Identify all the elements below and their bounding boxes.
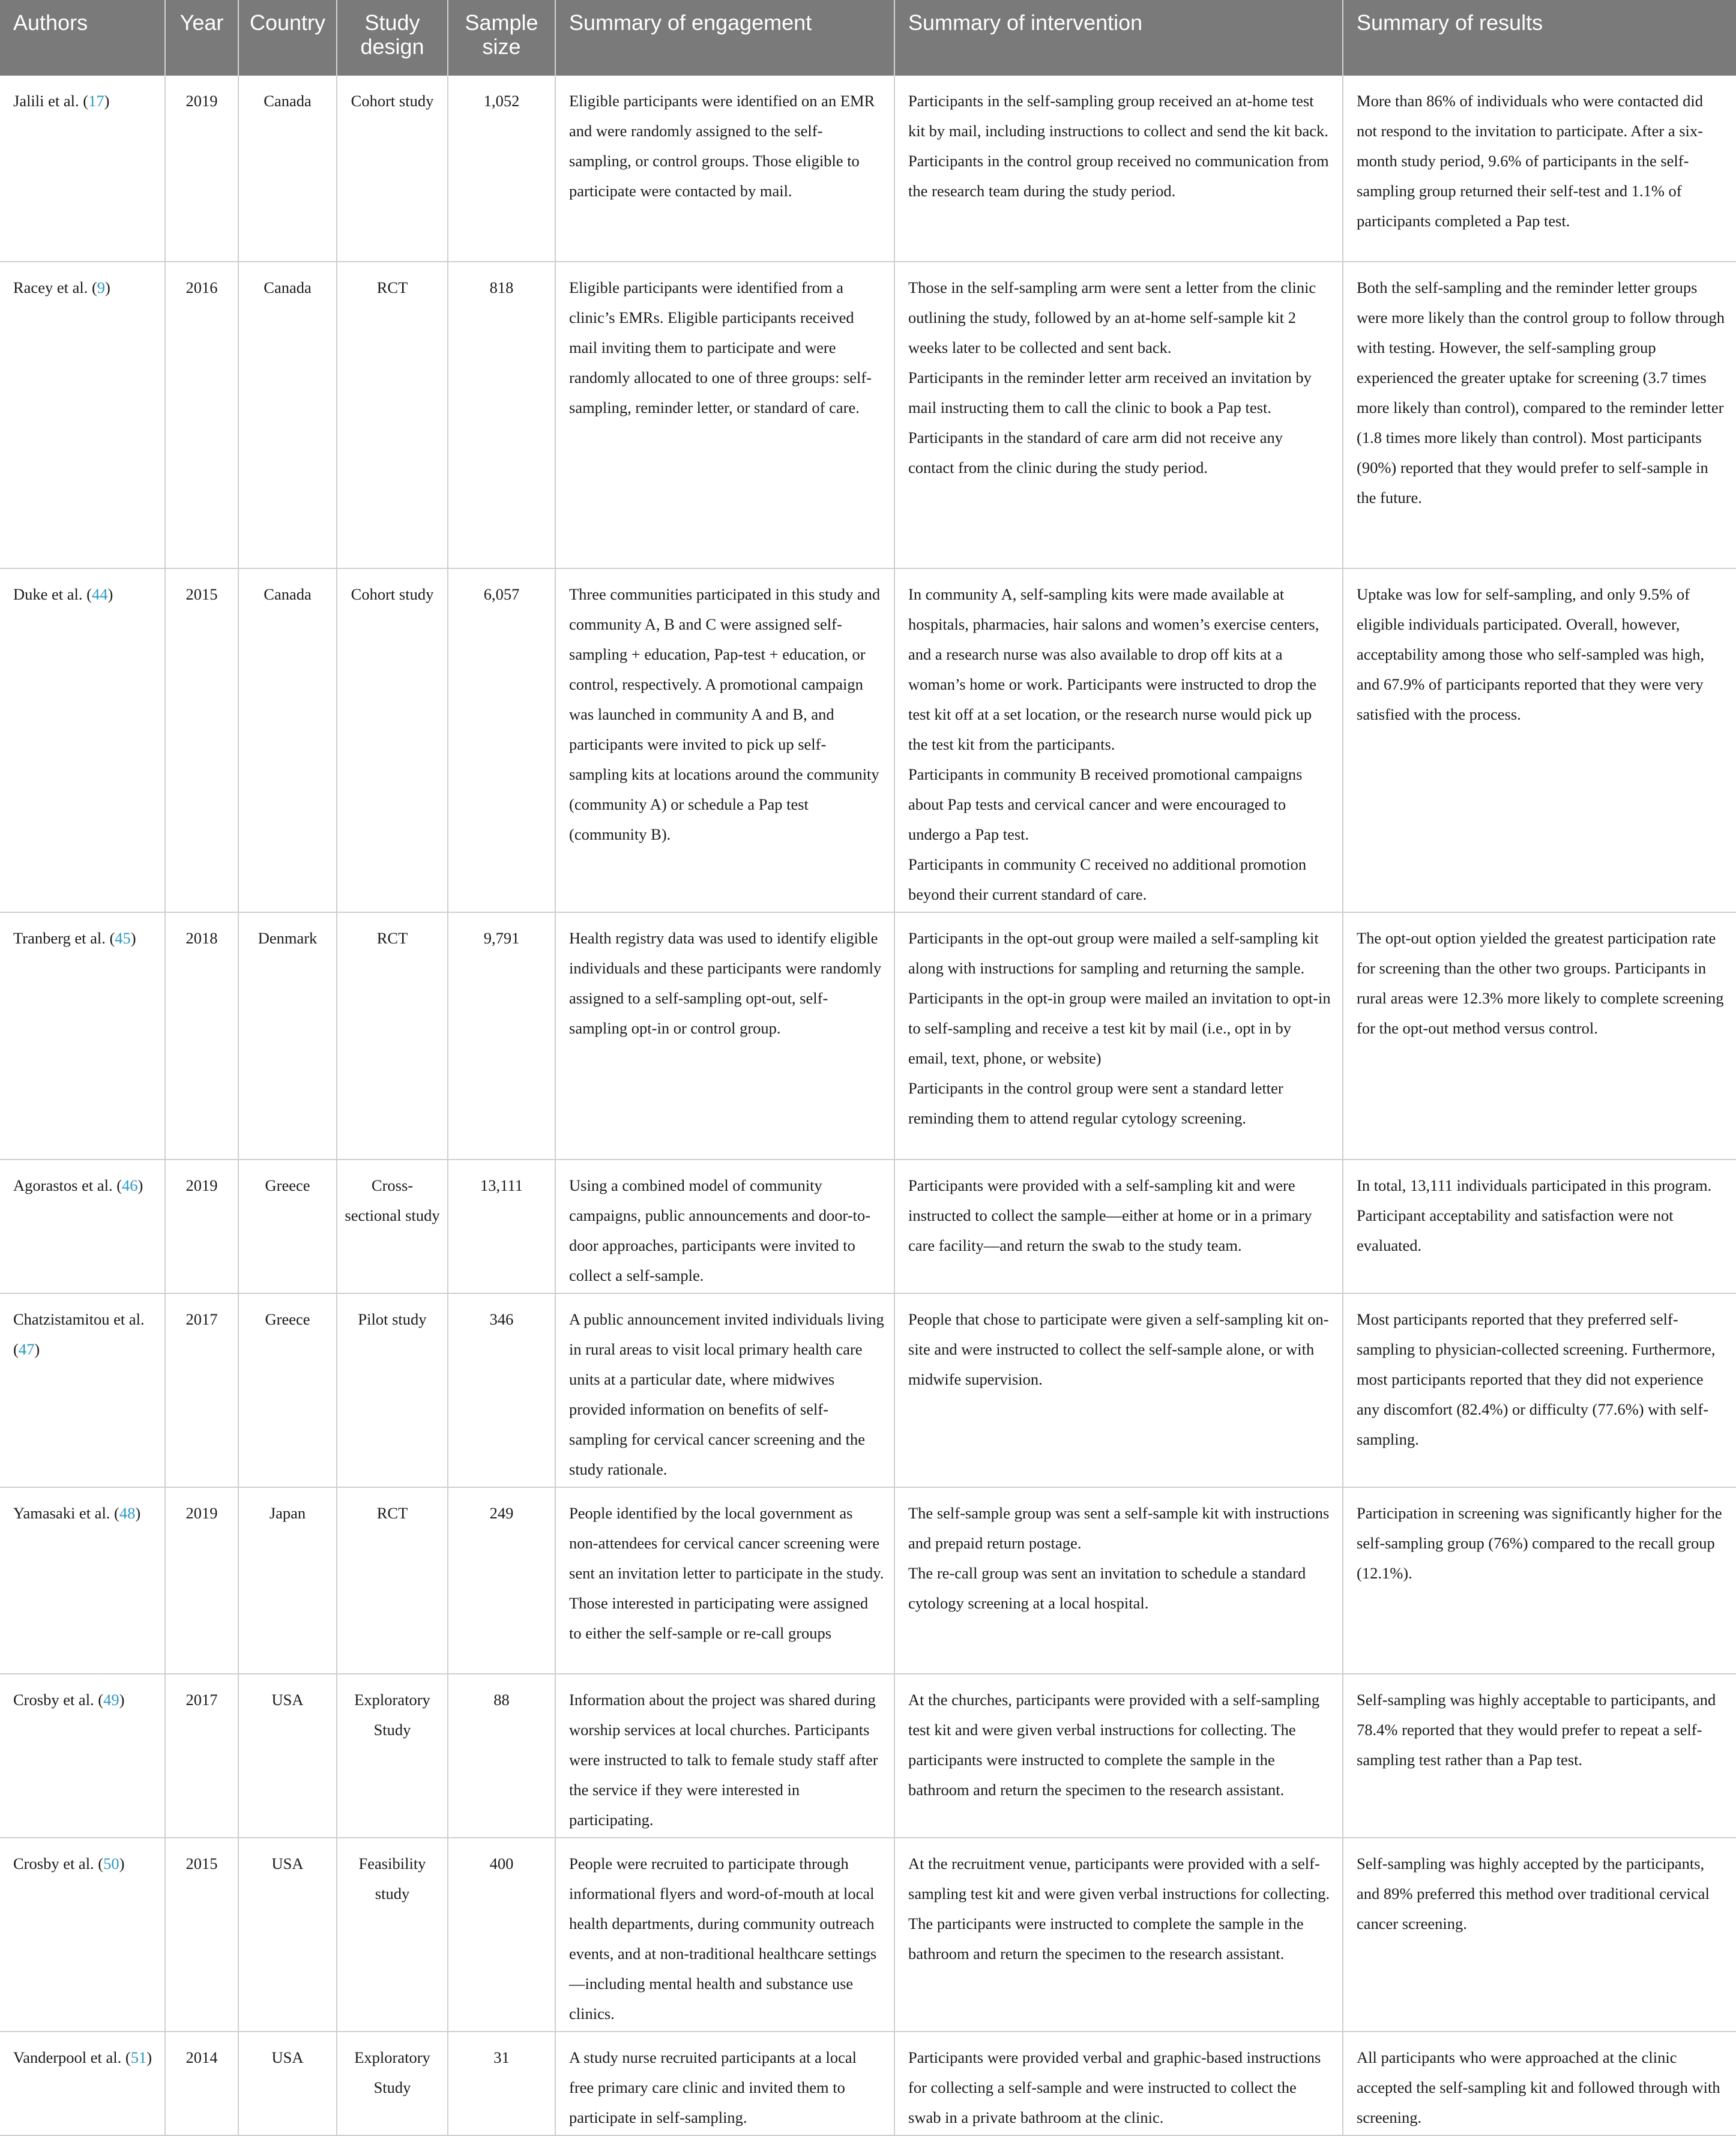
country-cell: Canada bbox=[238, 262, 337, 568]
results-cell: Most participants reported that they preferred self-sampling to physician-collected screening. Furthermore, most participants reported that they did not experience any discomfort (82.4%) or difficulty (77.6%) with self-sampling. bbox=[1343, 1293, 1736, 1487]
table-row bbox=[0, 262, 1736, 568]
design-cell: RCT bbox=[337, 912, 448, 1160]
year-cell: 2015 bbox=[165, 568, 238, 912]
table-row bbox=[0, 1293, 1736, 1487]
year-cell: 2019 bbox=[165, 1160, 238, 1293]
results-cell: Participation in screening was significantly higher for the self-sampling group (76%) compared to the recall group (12.1%). bbox=[1343, 1487, 1736, 1674]
author-cell: Racey et al. (9) bbox=[0, 262, 165, 568]
year-cell: 2014 bbox=[165, 2032, 238, 2135]
sample-cell: 346 bbox=[448, 1293, 555, 1487]
author-cell: Duke et al. (44) bbox=[0, 568, 165, 912]
intervention-cell: At the churches, participants were provided with a self-sampling test kit and were given verbal instructions for collecting. The participants were instructed to complete the sample in the bathroom and return the specimen to the research assistant. bbox=[894, 1674, 1343, 1838]
intervention-cell: At the recruitment venue, participants were provided with a self-sampling test kit and were given verbal instructions for collecting. The participants were instructed to complete the sample in the bathroom and return the specimen to the research assistant. bbox=[894, 1838, 1343, 2032]
author-cell: Crosby et al. (49) bbox=[0, 1674, 165, 1838]
table-row bbox=[0, 568, 1736, 912]
year-cell: 2016 bbox=[165, 262, 238, 568]
table-row bbox=[0, 1487, 1736, 1674]
author-cell: Chatzistamitou et al. (47) bbox=[0, 1293, 165, 1487]
header-sample-size: Sample size bbox=[448, 0, 555, 76]
intervention-cell: In community A, self-sampling kits were made available at hospitals, pharmacies, hair salons and women’s exercise centers, and a research nurse was also available to drop off kits at a woman’s home or work. Participants were instructed to drop the test kit off at a set location, or the research nurse would pick up the test kit from the participants. Participants in community B received promotional campaigns about Pap tests and cervical cancer and were encouraged to undergo a Pap test. Participants in community C received no additional promotion beyond their current standard of care. bbox=[894, 568, 1343, 912]
engagement-cell: People identified by the local government as non-attendees for cervical cancer screening were sent an invitation letter to participate in the study. Those interested in participating were assigned to either the self-sample or re-call groups bbox=[555, 1487, 894, 1674]
engagement-cell: A study nurse recruited participants at a local free primary care clinic and invited them to participate in self-sampling. bbox=[555, 2032, 894, 2135]
intervention-cell: The self-sample group was sent a self-sample kit with instructions and prepaid return postage. The re-call group was sent an invitation to schedule a standard cytology screening at a local hospital. bbox=[894, 1487, 1343, 1674]
intervention-cell: Those in the self-sampling arm were sent a letter from the clinic outlining the study, followed by an at-home self-sample kit 2 weeks later to be collected and sent back. Participants in the reminder letter arm received an invitation by mail instructing them to call the clinic to book a Pap test. Participants in the standard of care arm did not receive any contact from the clinic during the study period. bbox=[894, 262, 1343, 568]
sample-cell: 818 bbox=[448, 262, 555, 568]
author-cell: Tranberg et al. (45) bbox=[0, 912, 165, 1160]
citation-link[interactable]: 48 bbox=[119, 1504, 136, 1522]
citation-link[interactable]: 9 bbox=[97, 278, 106, 296]
design-cell: Pilot study bbox=[337, 1293, 448, 1487]
sample-cell: 13,111 bbox=[448, 1160, 555, 1293]
country-cell: Japan bbox=[238, 1487, 337, 1674]
table-row bbox=[0, 2032, 1736, 2135]
results-cell: Uptake was low for self-sampling, and only 9.5% of eligible individuals participated. Overall, however, acceptability among those who self-sampled was high, and 67.9% of participants reported that they were very satisfied with the process. bbox=[1343, 568, 1736, 912]
header-intervention: Summary of intervention bbox=[894, 0, 1343, 76]
engagement-cell: Three communities participated in this study and community A, B and C were assigned self-sampling + education, Pap-test + education, or control, respectively. A promotional campaign was launched in community A and B, and participants were invited to pick up self-sampling kits at locations around the community (community A) or schedule a Pap test (community B). bbox=[555, 568, 894, 912]
country-cell: USA bbox=[238, 2032, 337, 2135]
header-year: Year bbox=[165, 0, 238, 76]
table-row bbox=[0, 912, 1736, 1160]
header-engagement: Summary of engagement bbox=[555, 0, 894, 76]
intervention-cell: Participants were provided with a self-sampling kit and were instructed to collect the sample—either at home or in a primary care facility—and return the swab to the study team. bbox=[894, 1160, 1343, 1293]
design-cell: RCT bbox=[337, 262, 448, 568]
year-cell: 2015 bbox=[165, 1838, 238, 2032]
design-cell: Feasibility study bbox=[337, 1838, 448, 2032]
header-results: Summary of results bbox=[1343, 0, 1736, 76]
table-row bbox=[0, 76, 1736, 262]
author-cell: Jalili et al. (17) bbox=[0, 76, 165, 262]
intervention-cell: Participants were provided verbal and graphic-based instructions for collecting a self-sample and were instructed to collect the swab in a private bathroom at the clinic. bbox=[894, 2032, 1343, 2135]
engagement-cell: Using a combined model of community campaigns, public announcements and door-to-door approaches, participants were invited to collect a self-sample. bbox=[555, 1160, 894, 1293]
intervention-cell: Participants in the opt-out group were mailed a self-sampling kit along with instructions for sampling and returning the sample. Participants in the opt-in group were mailed an invitation to opt-in to self-sampling and receive a test kit by mail (i.e., opt in by email, text, phone, or website) Participants in the control group were sent a standard letter reminding them to attend regular cytology screening. bbox=[894, 912, 1343, 1160]
year-cell: 2019 bbox=[165, 1487, 238, 1674]
results-cell: Self-sampling was highly acceptable to participants, and 78.4% reported that they would prefer to repeat a self-sampling test rather than a Pap test. bbox=[1343, 1674, 1736, 1838]
citation-link[interactable]: 17 bbox=[88, 92, 104, 110]
author-cell: Crosby et al. (50) bbox=[0, 1838, 165, 2032]
country-cell: Canada bbox=[238, 76, 337, 262]
citation-link[interactable]: 45 bbox=[115, 929, 131, 947]
citation-link[interactable]: 47 bbox=[18, 1340, 35, 1358]
results-cell: Both the self-sampling and the reminder letter groups were more likely than the control group to follow through with testing. However, the self-sampling group experienced the greater uptake for screening (3.7 times more likely than control), compared to the reminder letter (1.8 times more likely than control). Most participants (90%) reported that they would prefer to self-sample in the future. bbox=[1343, 262, 1736, 568]
table-row bbox=[0, 1674, 1736, 1838]
results-cell: Self-sampling was highly accepted by the participants, and 89% preferred this method over traditional cervical cancer screening. bbox=[1343, 1838, 1736, 2032]
design-cell: Cross-sectional study bbox=[337, 1160, 448, 1293]
design-cell: Exploratory Study bbox=[337, 2032, 448, 2135]
author-cell: Agorastos et al. (46) bbox=[0, 1160, 165, 1293]
country-cell: USA bbox=[238, 1674, 337, 1838]
design-cell: Exploratory Study bbox=[337, 1674, 448, 1838]
header-country: Country bbox=[238, 0, 337, 76]
design-cell: Cohort study bbox=[337, 76, 448, 262]
header-authors: Authors bbox=[0, 0, 165, 76]
header-row bbox=[0, 0, 1736, 76]
sample-cell: 1,052 bbox=[448, 76, 555, 262]
engagement-cell: A public announcement invited individuals living in rural areas to visit local primary health care units at a particular date, where midwives provided information on benefits of self-sampling for cervical cancer screening and the study rationale. bbox=[555, 1293, 894, 1487]
sample-cell: 400 bbox=[448, 1838, 555, 2032]
engagement-cell: Information about the project was shared during worship services at local churches. Participants were instructed to talk to female study staff after the service if they were interested in participating. bbox=[555, 1674, 894, 1838]
sample-cell: 88 bbox=[448, 1674, 555, 1838]
results-cell: The opt-out option yielded the greatest participation rate for screening than the other two groups. Participants in rural areas were 12.3% more likely to complete screening for the opt-out method versus control. bbox=[1343, 912, 1736, 1160]
engagement-cell: Eligible participants were identified from a clinic’s EMRs. Eligible participants received mail inviting them to participate and were randomly allocated to one of three groups: self-sampling, reminder letter, or standard of care. bbox=[555, 262, 894, 568]
table-row bbox=[0, 1838, 1736, 2032]
results-cell: More than 86% of individuals who were contacted did not respond to the invitation to participate. After a six-month study period, 9.6% of participants in the self-sampling group returned their self-test and 1.1% of participants completed a Pap test. bbox=[1343, 76, 1736, 262]
sample-cell: 6,057 bbox=[448, 568, 555, 912]
author-cell: Vanderpool et al. (51) bbox=[0, 2032, 165, 2135]
country-cell: Greece bbox=[238, 1293, 337, 1487]
country-cell: Greece bbox=[238, 1160, 337, 1293]
engagement-cell: Health registry data was used to identify eligible individuals and these participants were randomly assigned to a self-sampling opt-out, self-sampling opt-in or control group. bbox=[555, 912, 894, 1160]
sample-cell: 249 bbox=[448, 1487, 555, 1674]
year-cell: 2019 bbox=[165, 76, 238, 262]
sample-cell: 31 bbox=[448, 2032, 555, 2135]
year-cell: 2017 bbox=[165, 1674, 238, 1838]
sample-cell: 9,791 bbox=[448, 912, 555, 1160]
country-cell: Denmark bbox=[238, 912, 337, 1160]
author-cell: Yamasaki et al. (48) bbox=[0, 1487, 165, 1674]
results-cell: In total, 13,111 individuals participated in this program. Participant acceptability and satisfaction were not evaluated. bbox=[1343, 1160, 1736, 1293]
year-cell: 2017 bbox=[165, 1293, 238, 1487]
results-cell: All participants who were approached at the clinic accepted the self-sampling kit and followed through with screening. bbox=[1343, 2032, 1736, 2135]
citation-link[interactable]: 46 bbox=[122, 1176, 138, 1194]
citation-link[interactable]: 50 bbox=[103, 1855, 119, 1873]
citation-link[interactable]: 49 bbox=[103, 1691, 119, 1709]
table-row bbox=[0, 1160, 1736, 1293]
engagement-cell: People were recruited to participate through informational flyers and word-of-mouth at local health departments, during community outreach events, and at non-traditional healthcare settings—including mental health and substance use clinics. bbox=[555, 1838, 894, 2032]
intervention-cell: People that chose to participate were given a self-sampling kit on-site and were instructed to collect the self-sample alone, or with midwife supervision. bbox=[894, 1293, 1343, 1487]
design-cell: Cohort study bbox=[337, 568, 448, 912]
design-cell: RCT bbox=[337, 1487, 448, 1674]
country-cell: Canada bbox=[238, 568, 337, 912]
header-study-design: Study design bbox=[337, 0, 448, 76]
engagement-cell: Eligible participants were identified on an EMR and were randomly assigned to the self-sampling, or control groups. Those eligible to participate were contacted by mail. bbox=[555, 76, 894, 262]
intervention-cell: Participants in the self-sampling group received an at-home test kit by mail, including instructions to collect and send the kit back. Participants in the control group received no communication from the research team during the study period. bbox=[894, 76, 1343, 262]
citation-link[interactable]: 51 bbox=[130, 2048, 147, 2066]
year-cell: 2018 bbox=[165, 912, 238, 1160]
country-cell: USA bbox=[238, 1838, 337, 2032]
citation-link[interactable]: 44 bbox=[91, 585, 108, 603]
